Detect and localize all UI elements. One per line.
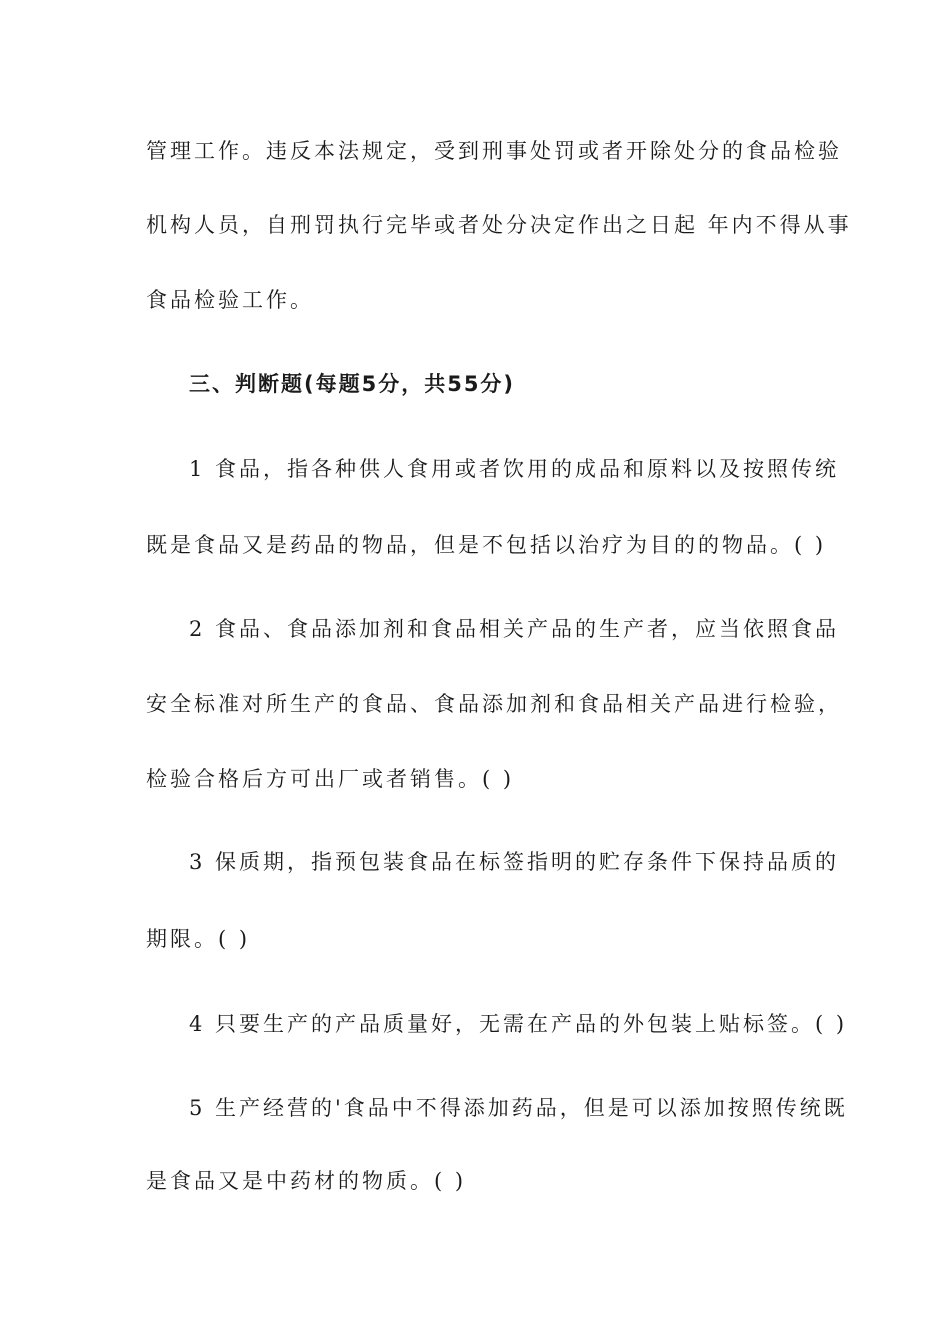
question-1-line: 既是食品又是药品的物品，但是不包括以治疗为目的的物品。( ) <box>146 533 827 557</box>
question-1-line: 1 食品，指各种供人食用或者饮用的成品和原料以及按照传统 <box>189 457 840 481</box>
question-5-line: 是食品又是中药材的物质。( ) <box>146 1169 467 1193</box>
question-3-line: 3 保质期，指预包装食品在标签指明的贮存条件下保持品质的 <box>189 850 840 874</box>
paragraph-line: 食品检验工作。 <box>146 288 314 312</box>
question-2-line: 检验合格后方可出厂或者销售。( ) <box>146 767 515 791</box>
question-5-line: 5 生产经营的'食品中不得添加药品，但是可以添加按照传统既 <box>189 1096 848 1120</box>
paragraph-line: 机构人员，自刑罚执行完毕或者处分决定作出之日起 年内不得从事 <box>146 213 852 237</box>
question-2-line: 2 食品、食品添加剂和食品相关产品的生产者，应当依照食品 <box>189 617 840 641</box>
question-2-line: 安全标准对所生产的食品、食品添加剂和食品相关产品进行检验， <box>146 692 842 716</box>
section-heading: 三、判断题(每题5分，共55分) <box>189 372 516 396</box>
question-4-line: 4 只要生产的产品质量好，无需在产品的外包装上贴标签。( ) <box>189 1012 848 1036</box>
question-3-line: 期限。( ) <box>146 927 251 951</box>
paragraph-line: 管理工作。违反本法规定，受到刑事处罚或者开除处分的食品检验 <box>146 139 842 163</box>
